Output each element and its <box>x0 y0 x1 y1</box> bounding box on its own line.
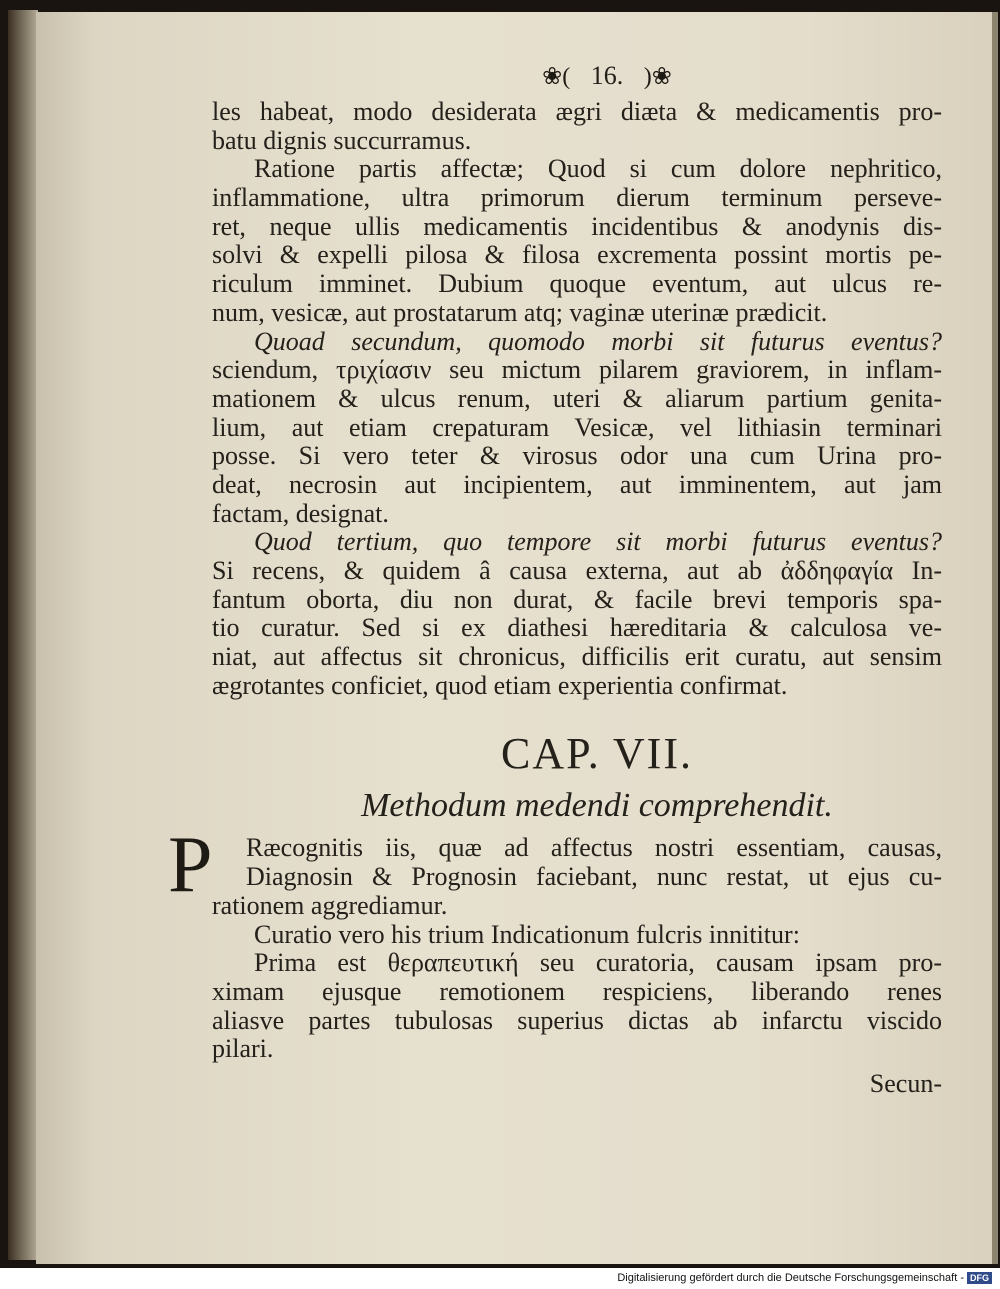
text-line: batu dignis succurramus. <box>212 125 472 155</box>
text-line: solvi & expelli pilosa & filosa excrementa possint mortis pe- <box>212 240 942 270</box>
text-line: inflammatione, ultra primorum dierum terminum perseve- <box>212 183 942 213</box>
text-line: sciendum, τριχίασιν seu mictum pilarem graviorem, in inflam- <box>212 355 942 385</box>
text-line: posse. Si vero teter & virosus odor una cum Urina pro- <box>212 441 942 471</box>
text-line: fantum oborta, diu non durat, & facile brevi temporis spa- <box>212 584 942 614</box>
text-line: factam, designat. <box>212 498 389 528</box>
footer-credit: Digitalisierung gefördert durch die Deutsche Forschungsgemeinschaft - <box>617 1272 964 1284</box>
text-line: Ratione partis affectæ; Quod si cum dolore nephritico, <box>254 154 942 184</box>
question-heading: Quoad secundum, quomodo morbi sit futurus eventus? <box>254 326 942 356</box>
text-line: Curatio vero his trium Indicationum fulcris innititur: <box>254 919 800 949</box>
page-number: 16. <box>590 61 624 90</box>
text-line: Prima est θεραπευτική seu curatoria, causam ipsam pro- <box>254 948 942 978</box>
chapter-title: CAP. VII. <box>500 729 693 779</box>
text-line: riculum imminet. Dubium quoque eventum, aut ulcus re- <box>212 269 942 299</box>
book-spine <box>8 10 38 1260</box>
text-line: ret, neque ullis medicamentis incidentibus & anodynis dis- <box>212 211 942 241</box>
text-line: aliasve partes tubulosas superius dictas ab infarctu viscido <box>212 1005 942 1035</box>
text-line: Diagnosin & Prognosin faciebant, nunc restat, ut ejus cu- <box>246 862 942 892</box>
text-line: Ræcognitis iis, quæ ad affectus nostri essentiam, causas, <box>246 833 942 863</box>
right-ornament: )❀ <box>643 64 672 90</box>
chapter-subtitle: Methodum medendi comprehendit. <box>361 787 833 825</box>
text-line: num, vesicæ, aut prostatarum atq; vaginæ uterinæ prædicit. <box>212 297 828 327</box>
dfg-logo-icon: DFG <box>967 1272 992 1284</box>
question-heading: Quod tertium, quo tempore sit morbi futurus eventus? <box>254 527 942 557</box>
drop-cap: P <box>168 821 213 910</box>
text-line: rationem aggrediamur. <box>212 890 448 920</box>
text-line: deat, necrosin aut incipientem, aut imminentem, aut jam <box>212 469 942 499</box>
page-header <box>212 62 942 98</box>
text-line: les habeat, modo desiderata ægri diæta & medicamentis pro- <box>212 97 942 126</box>
text-line: ximam ejusque remotionem respiciens, liberando renes <box>212 976 942 1006</box>
text-line: pilari. <box>212 1034 274 1064</box>
text-line: mationem & ulcus renum, uteri & aliarum partium genita- <box>212 383 942 413</box>
text-line: Si recens, & quidem â causa externa, aut ab ἀδδηφαγία In- <box>212 556 942 585</box>
page-text <box>168 61 942 1099</box>
left-ornament: ❀( <box>542 64 571 90</box>
page-edge <box>992 12 998 1264</box>
text-line: ægrotantes conficiet, quod etiam experientia confirmat. <box>212 670 788 700</box>
catchword: Secun- <box>869 1068 942 1098</box>
text-line: niat, aut affectus sit chronicus, difficilis erit curatu, aut sensim <box>212 642 942 672</box>
digitization-footer <box>617 1270 992 1286</box>
text-line: tio curatur. Sed si ex diathesi hæreditaria & calculosa ve- <box>212 613 942 643</box>
text-line: lium, aut etiam crepaturam Vesicæ, vel lithiasin terminari <box>212 412 942 442</box>
